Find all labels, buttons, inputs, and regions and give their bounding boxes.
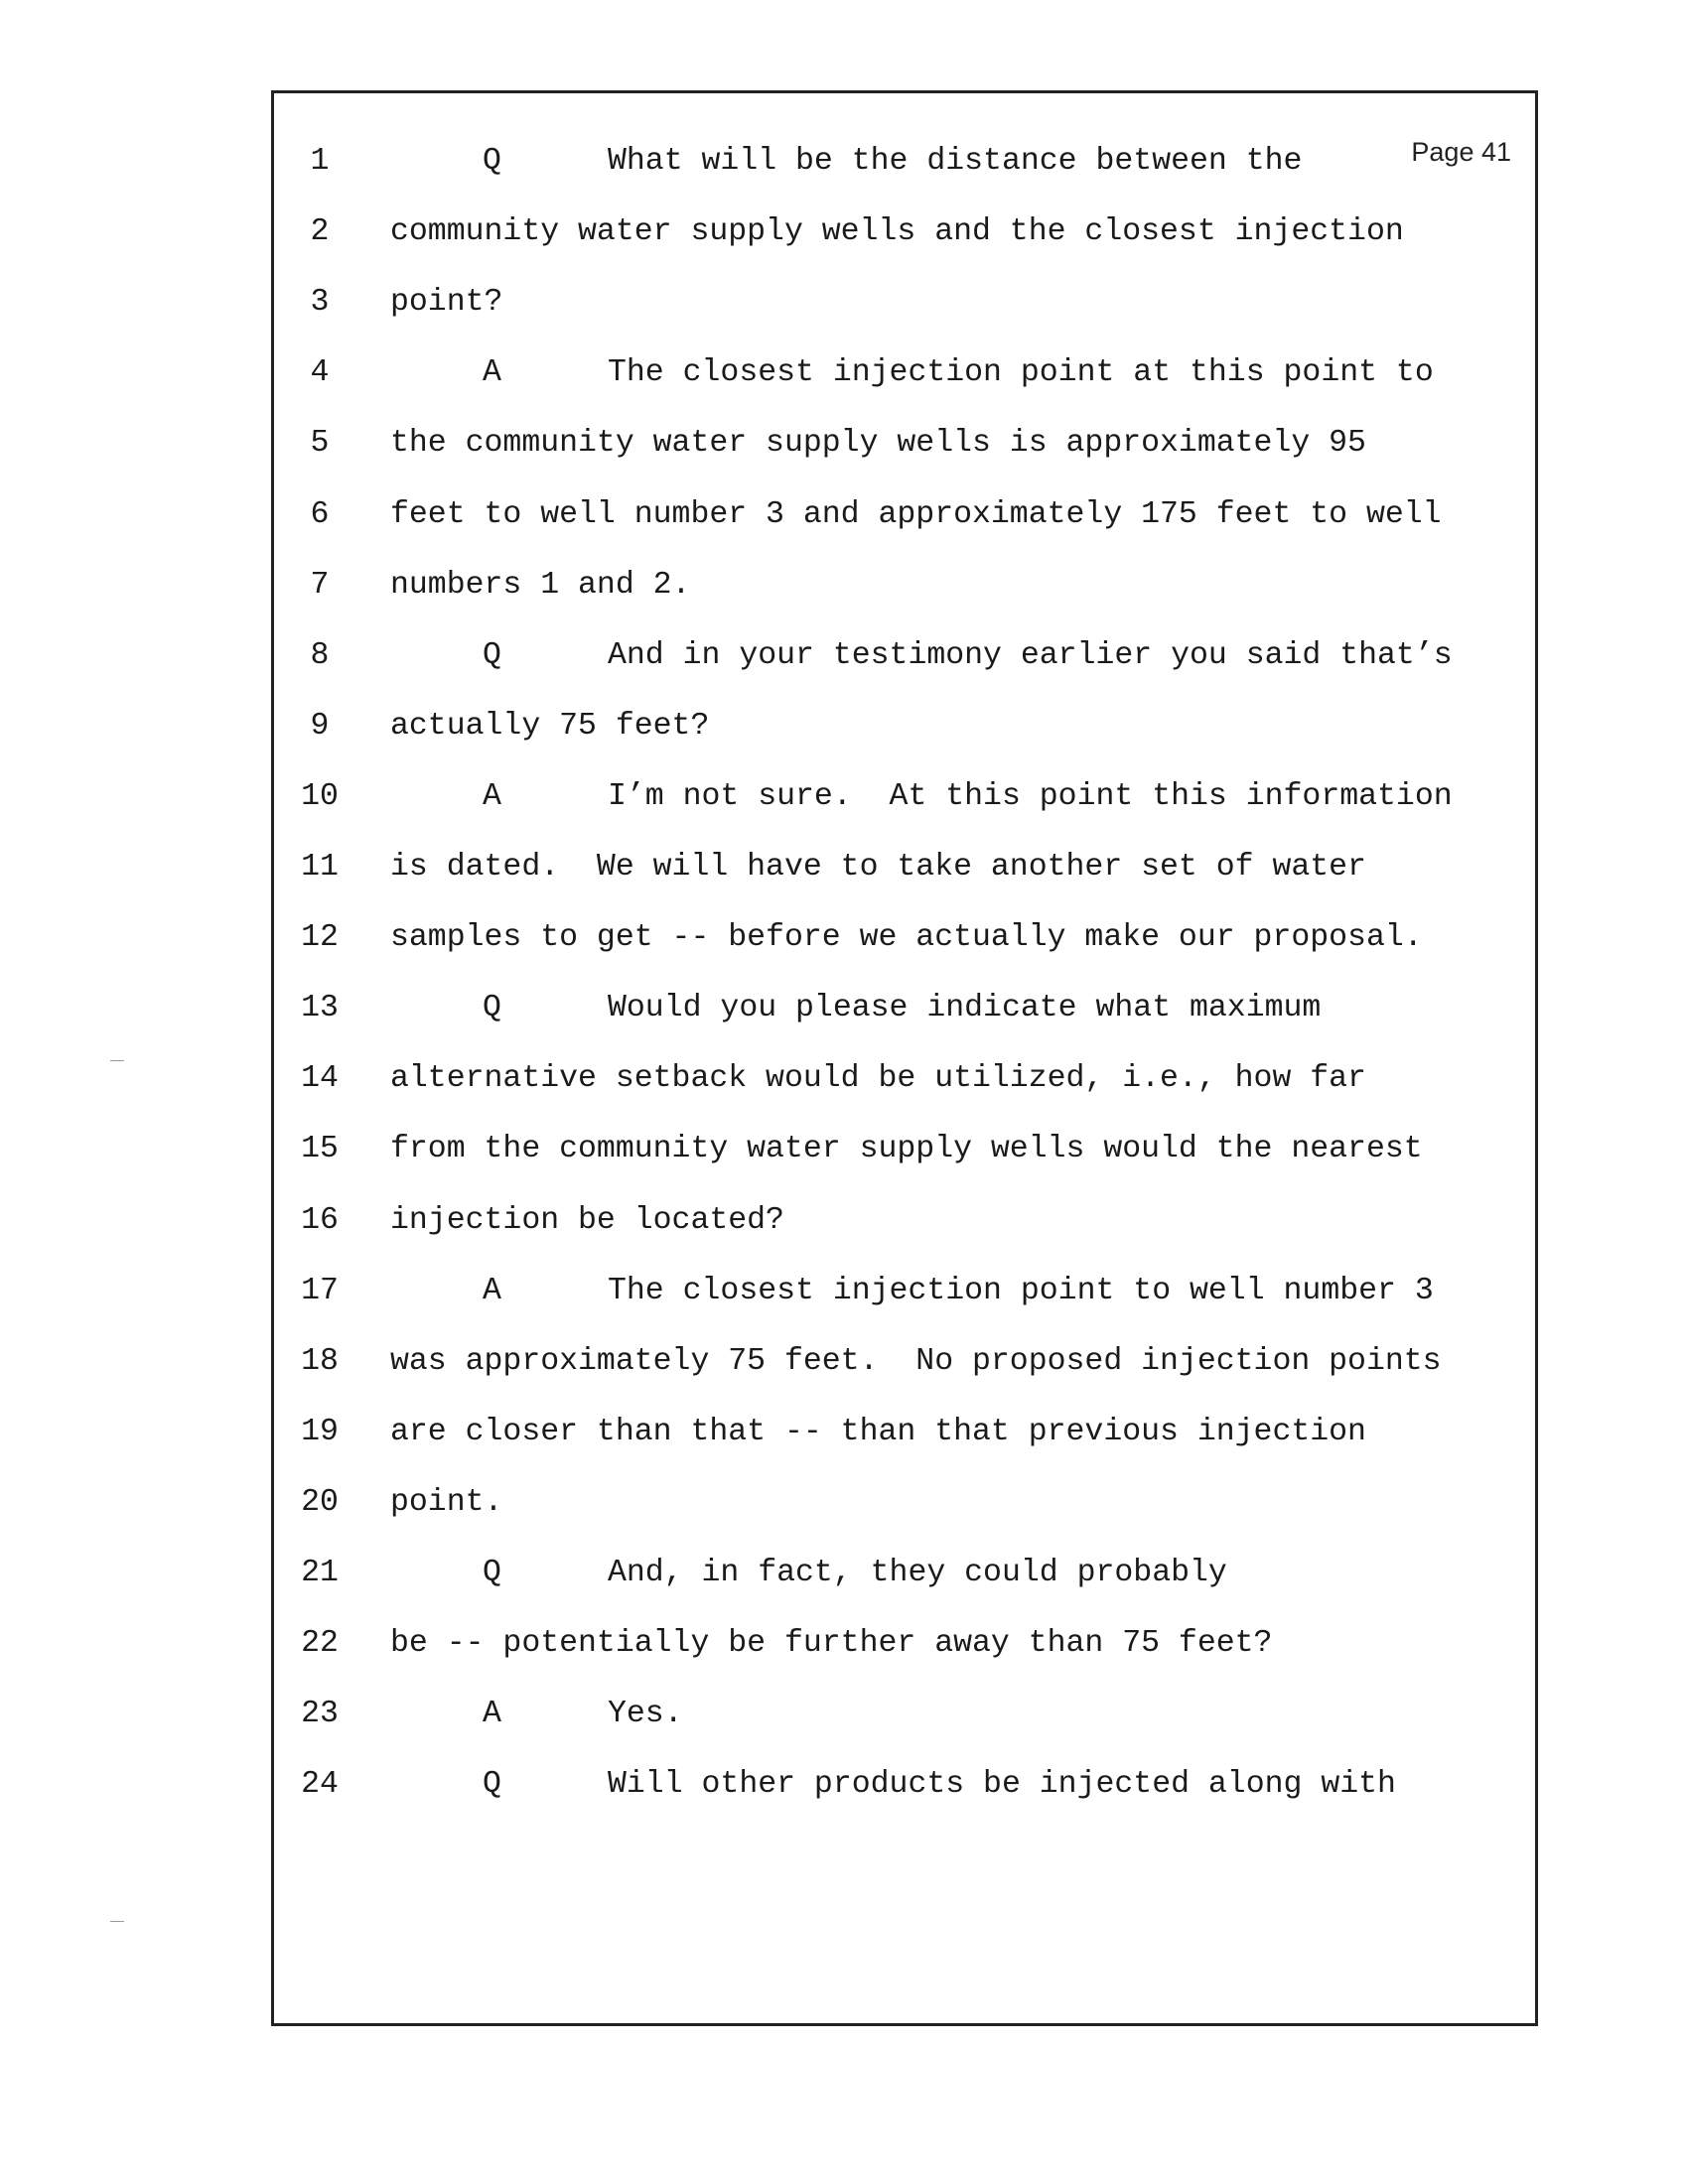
line-number: 22 xyxy=(301,1626,339,1662)
line-text: was approximately 75 feet. No proposed injection points xyxy=(390,1343,1442,1379)
line-number: 17 xyxy=(301,1273,339,1308)
transcript-line xyxy=(274,267,1535,338)
line-text: be -- potentially be further away than 75 feet? xyxy=(390,1626,1273,1662)
transcript-body xyxy=(274,93,1535,2023)
line-number: 2 xyxy=(310,214,330,250)
line-text: are closer than that -- than that previous injection xyxy=(390,1414,1366,1449)
speaker-label: Q xyxy=(483,144,501,179)
line-text: What will be the distance between the xyxy=(608,144,1303,179)
line-text: Yes. xyxy=(608,1697,683,1732)
line-number: 1 xyxy=(310,144,330,179)
line-number: 9 xyxy=(310,708,330,744)
transcript-line xyxy=(274,126,1535,197)
transcript-line xyxy=(274,1185,1535,1256)
transcript-line xyxy=(274,620,1535,691)
line-text: from the community water supply wells would the nearest xyxy=(390,1132,1423,1167)
line-number: 24 xyxy=(301,1767,339,1803)
line-text: Would you please indicate what maximum xyxy=(608,991,1322,1026)
transcript-line xyxy=(274,1114,1535,1184)
line-text: alternative setback would be utilized, i.e., how far xyxy=(390,1061,1366,1097)
line-number: 8 xyxy=(310,637,330,673)
line-number: 10 xyxy=(301,778,339,814)
speaker-label: Q xyxy=(483,637,501,673)
transcript-line xyxy=(274,691,1535,761)
line-number: 11 xyxy=(301,850,339,885)
line-text: And, in fact, they could probably xyxy=(608,1556,1227,1590)
line-number: 7 xyxy=(310,567,330,603)
speaker-label: Q xyxy=(483,1556,501,1590)
line-number: 20 xyxy=(301,1484,339,1520)
transcript-line xyxy=(274,550,1535,620)
line-text: injection be located? xyxy=(390,1202,784,1238)
transcript-line xyxy=(274,1467,1535,1538)
page-number: Page 41 xyxy=(1411,137,1511,167)
speaker-label: A xyxy=(483,1273,501,1308)
line-text: feet to well number 3 and approximately 175 feet to well xyxy=(390,496,1442,532)
transcript-line xyxy=(274,1749,1535,1820)
line-text: point. xyxy=(390,1484,503,1520)
line-text: numbers 1 and 2. xyxy=(390,567,691,603)
transcript-line xyxy=(274,1397,1535,1467)
line-text: Will other products be injected along with xyxy=(608,1767,1396,1803)
line-text: I’m not sure. At this point this information xyxy=(608,778,1453,814)
speaker-label: A xyxy=(483,355,501,391)
line-number: 21 xyxy=(301,1556,339,1590)
line-number: 13 xyxy=(301,991,339,1026)
line-number: 19 xyxy=(301,1414,339,1449)
line-number: 14 xyxy=(301,1061,339,1097)
line-number: 5 xyxy=(310,426,330,462)
line-text: the community water supply wells is approximately 95 xyxy=(390,426,1366,462)
line-number: 12 xyxy=(301,920,339,956)
line-text: samples to get -- before we actually make our proposal. xyxy=(390,920,1423,956)
transcript-line xyxy=(274,408,1535,478)
transcript-line xyxy=(274,338,1535,408)
transcript-line xyxy=(274,973,1535,1043)
speaker-label: A xyxy=(483,778,501,814)
line-text: The closest injection point to well number 3 xyxy=(608,1273,1434,1308)
transcript-line xyxy=(274,761,1535,832)
transcript-line xyxy=(274,902,1535,973)
speaker-label: Q xyxy=(483,991,501,1026)
scan-edge-mark xyxy=(110,1060,124,1061)
transcript-line xyxy=(274,1608,1535,1679)
transcript-line xyxy=(274,1538,1535,1608)
line-text: community water supply wells and the closest injection xyxy=(390,214,1404,250)
line-number: 4 xyxy=(310,355,330,391)
line-text: The closest injection point at this point to xyxy=(608,355,1434,391)
scan-edge-mark xyxy=(110,1921,124,1922)
transcript-line xyxy=(274,197,1535,267)
line-text: point? xyxy=(390,285,503,321)
line-number: 16 xyxy=(301,1202,339,1238)
line-number: 3 xyxy=(310,285,330,321)
speaker-label: A xyxy=(483,1697,501,1732)
transcript-line xyxy=(274,479,1535,550)
transcript-line xyxy=(274,1679,1535,1749)
line-number: 6 xyxy=(310,496,330,532)
line-text: actually 75 feet? xyxy=(390,708,710,744)
transcript-page-frame xyxy=(271,90,1538,2026)
transcript-line xyxy=(274,1043,1535,1114)
speaker-label: Q xyxy=(483,1767,501,1803)
line-text: is dated. We will have to take another set of water xyxy=(390,850,1366,885)
line-number: 23 xyxy=(301,1697,339,1732)
transcript-line xyxy=(274,1326,1535,1397)
line-number: 18 xyxy=(301,1343,339,1379)
transcript-line xyxy=(274,1256,1535,1326)
line-number: 15 xyxy=(301,1132,339,1167)
line-text: And in your testimony earlier you said that’s xyxy=(608,637,1453,673)
transcript-line xyxy=(274,832,1535,902)
